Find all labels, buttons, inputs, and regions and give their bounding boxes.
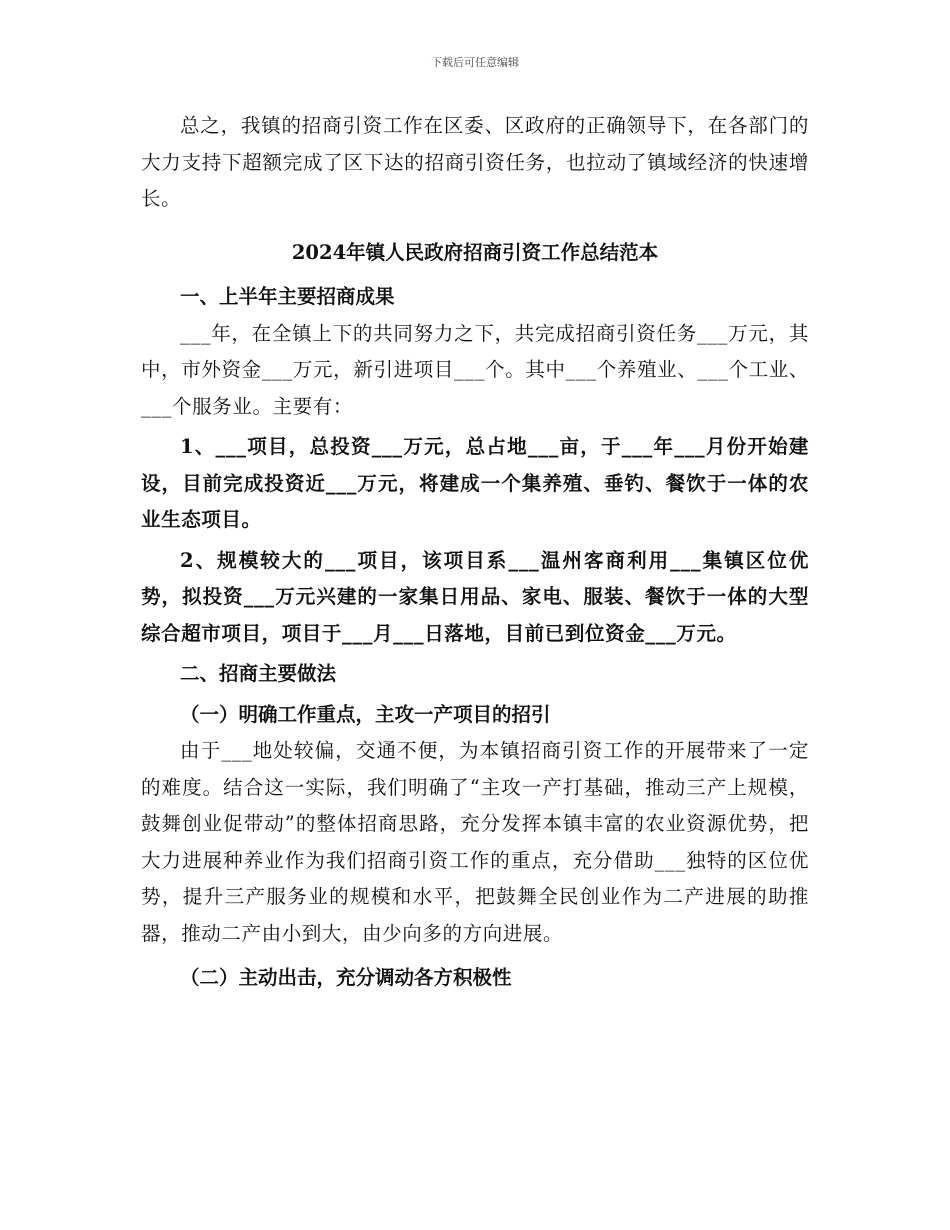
section2-heading: 二、招商主要做法 (180, 662, 337, 685)
section1-heading: 一、上半年主要招商成果 (180, 285, 395, 308)
item2-paragraph: 2、规模较大的___项目，该项目系___温州客商利用___集镇区位优势，拟投资___万元兴建的一家集日用品、家电、服装、餐饮于一体的大型综合超市项目，项目于___月___日落地，目前已到位资金___万元。 (141, 548, 809, 645)
document-title: 2024年镇人民政府招商引资工作总结范本 (291, 240, 659, 264)
document-body (141, 108, 809, 997)
intro-paragraph: 总之，我镇的招商引资工作在区委、区政府的正确领导下，在各部门的大力支持下超额完成了区下达的招商引资任务，也拉动了镇域经济的快速增长。 (141, 114, 809, 210)
sub1-paragraph: 由于___地处较偏，交通不便，为本镇招商引资工作的开展带来了一定的难度。结合这一实际，我们明确了“主攻一产打基础，推动三产上规模，鼓舞创业促带动”的整体招商思路，充分发挥本镇丰富的农业资源优势，把大力进展种养业作为我们招商引资工作的重点，充分借助___独特的区位优势，提升三产服务业的规模和水平，把鼓舞全民创业作为二产进展的助推器，推动二产由小到大，由少向多的方向进展。 (141, 739, 809, 945)
page-header: 下载后可任意编辑 (431, 56, 519, 69)
item1-paragraph: 1、___项目，总投资___万元，总占地___亩，于___年___月份开始建设，目前完成投资近___万元，将建成一个集养殖、垂钓、餐饮于一体的农业生态项目。 (141, 435, 809, 531)
section1-paragraph: ___年，在全镇上下的共同努力之下，共完成招商引资任务___万元，其中，市外资金___万元，新引进项目___个。其中___个养殖业、___个工业、___个服务业。主要有： (141, 321, 809, 418)
sub1-heading: （一）明确工作重点，主攻一产项目的招引 (180, 702, 551, 726)
sub2-heading: （二）主动出击，充分调动各方积极性 (180, 966, 512, 989)
